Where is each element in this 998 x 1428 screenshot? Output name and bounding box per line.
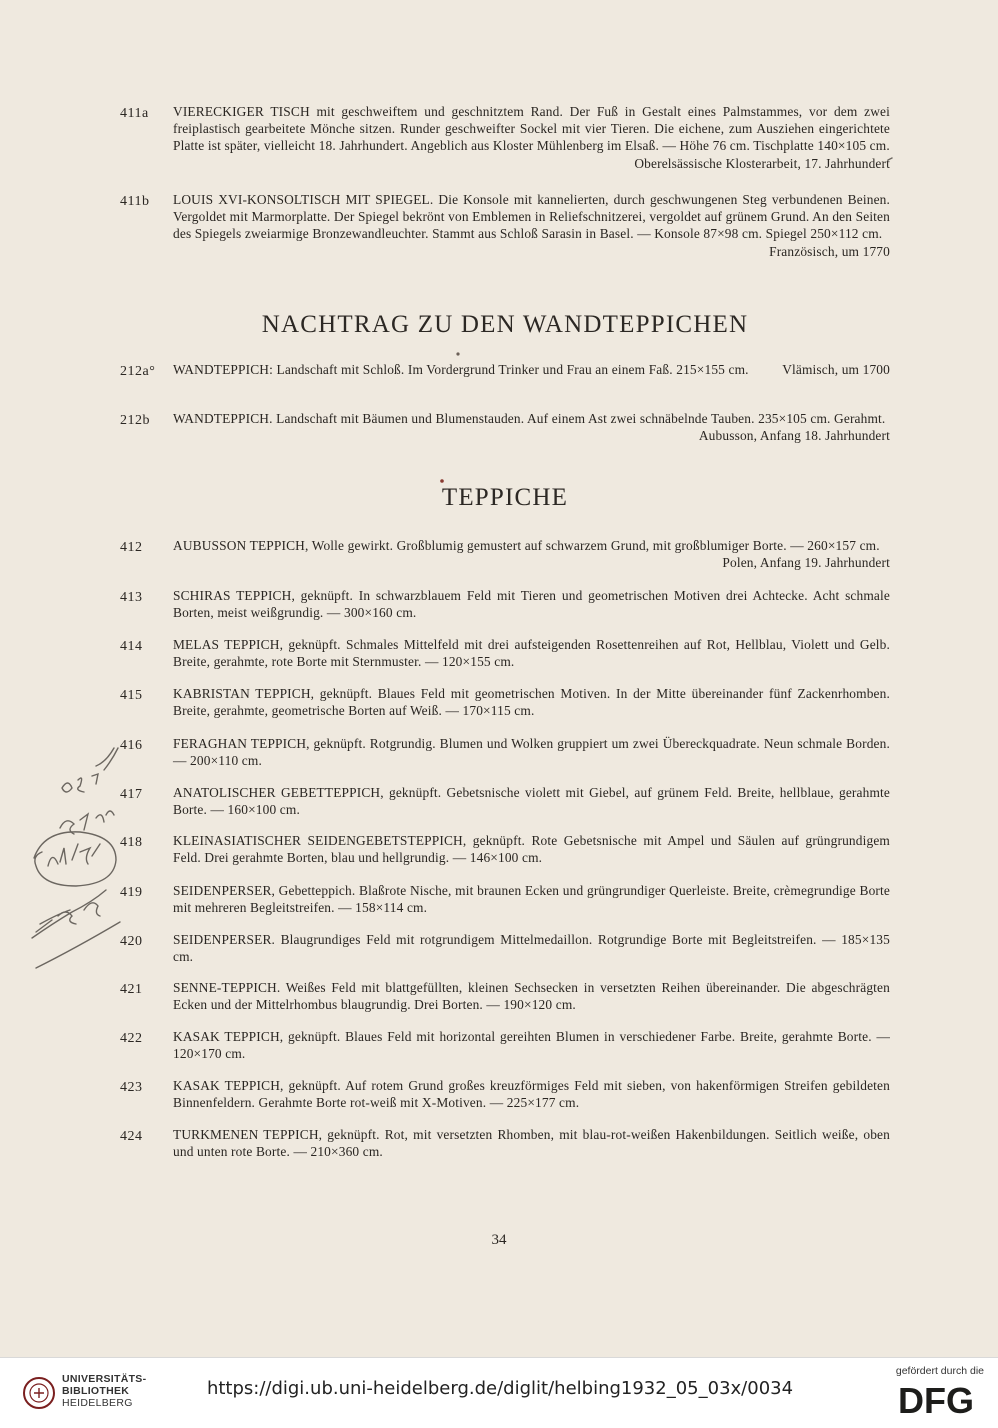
- dfg-logo-text: DFG: [898, 1382, 974, 1418]
- entry-number: 413: [120, 590, 143, 605]
- entry-number: 212b: [120, 413, 150, 428]
- entry-number: 419: [120, 885, 143, 900]
- catalog-entry-415: [120, 685, 890, 719]
- entry-number: 212a°: [120, 364, 156, 379]
- catalog-entry-413: [120, 587, 890, 621]
- page-number: 34: [491, 1232, 507, 1248]
- entry-text: SEIDENPERSER. Blaugrundiges Feld mit rotgrundigem Mittelmedaillon. Rotgrundige Borte mit Begleitstreifen. — 185×135 cm.: [173, 932, 890, 965]
- entry-text: WANDTEPPICH: Landschaft mit Schloß. Im Vordergrund Trinker und Frau an einem Faß. 215×155 cm.: [173, 362, 749, 377]
- institution-line: HEIDELBERG: [62, 1397, 133, 1409]
- catalog-entry-411b: [120, 191, 890, 260]
- entry-text: LOUIS XVI-KONSOLTISCH MIT SPIEGEL. Die Konsole mit kannelierten, durch geschwungenen Steg verbundenen Beinen. Vergoldet mit Marmorplatte. Der Spiegel bekrönt von Emblemen in Reliefschnitzerei, vergoldet auf grünem Grund. An den Seiten des Spiegels zweiarmige Bronzewandleuchter. Stammt aus Schloß Sarasin in Basel. — Konsole 87×98 cm. Spiegel 250×112 cm.: [173, 192, 890, 242]
- section-heading-wandteppiche: NACHTRAG ZU DEN WANDTEPPICHEN: [261, 311, 749, 338]
- entry-origin: Französisch, um 1770: [769, 243, 890, 259]
- catalog-entry-212b: [120, 410, 890, 444]
- entry-text: KASAK TEPPICH, geknüpft. Blaues Feld mit horizontal gereihten Blumen in verschiedener Farbe. Breite, gerahmte Borte. — 120×170 cm.: [173, 1029, 890, 1062]
- entry-text: MELAS TEPPICH, geknüpft. Schmales Mittelfeld mit drei aufsteigenden Rosettenreihen auf Rot, Hellblau, Violett und Gelb. Breite, gerahmte, rote Borte mit Sternmuster. — 120×155 cm.: [173, 637, 890, 670]
- entry-text: KASAK TEPPICH, geknüpft. Auf rotem Grund großes kreuzförmiges Feld mit sieben, von hakenförmigen Streifen gebildeten Binnenfeldern. Gerahmte Borte rot-weiß mit X-Motiven. — 225×177 cm.: [173, 1078, 890, 1111]
- catalog-entry-417: [120, 784, 890, 818]
- document-url-link[interactable]: https://digi.ub.uni-heidelberg.de/diglit/helbing1932_05_03x/0034: [206, 1378, 794, 1399]
- entry-number: 415: [120, 688, 143, 703]
- catalog-entry-416: [120, 735, 890, 769]
- entry-origin: Oberelsässische Klosterarbeit, 17. Jahrhundert: [634, 155, 890, 171]
- dfg-logo: [890, 1382, 982, 1418]
- entry-text: TURKMENEN TEPPICH, geknüpft. Rot, mit versetzten Rhomben, mit blau-rot-weißen Hakenbildungen. Seitlich weiße, oben und unten rote Borte. — 210×360 cm.: [173, 1127, 890, 1160]
- entry-number: 412: [120, 540, 143, 555]
- entry-text: AUBUSSON TEPPICH, Wolle gewirkt. Großblumig gemustert auf schwarzem Grund, mit großblumiger Borte. — 260×157 cm.: [173, 538, 880, 553]
- institution-name: [62, 1373, 146, 1409]
- entry-number: 414: [120, 639, 143, 654]
- entry-text: SCHIRAS TEPPICH, geknüpft. In schwarzblauem Feld mit Tieren und geometrischen Motiven drei Achtecke. Acht schmale Borten, meist weißgrundig. — 300×160 cm.: [173, 588, 890, 621]
- institution-line: BIBLIOTHEK: [62, 1385, 130, 1397]
- entry-number: 417: [120, 787, 143, 802]
- entry-origin: Aubusson, Anfang 18. Jahrhundert: [698, 428, 890, 444]
- entry-number: 424: [120, 1129, 143, 1144]
- catalog-entry-212a: [120, 361, 890, 378]
- entry-text: FERAGHAN TEPPICH, geknüpft. Rotgrundig. Blumen und Wolken gruppiert um zwei Übereckquadrate. Neun schmale Borden. — 200×110 cm.: [173, 736, 890, 769]
- viewer-footer: [0, 1357, 998, 1428]
- section-heading-teppiche: TEPPICHE: [441, 484, 569, 511]
- university-seal-icon: [22, 1376, 56, 1410]
- funding-note: gefördert durch die: [895, 1365, 984, 1377]
- entry-text: SEIDENPERSER, Gebetteppich. Blaßrote Nische, mit braunen Ecken und grüngrundiger Querleiste. Breite, crèmegrundige Borte mit mehreren Begleitstreifen. — 158×114 cm.: [173, 883, 890, 916]
- entry-text: ANATOLISCHER GEBETTEPPICH, geknüpft. Gebetsnische violett mit Giebel, auf grünem Feld. Breite, hellblaue, gerahmte Borte. — 160×100 cm.: [173, 785, 890, 818]
- entry-text: WANDTEPPICH. Landschaft mit Bäumen und Blumenstauden. Auf einem Ast zwei schnäbelnde Tauben. 235×105 cm. Gerahmt.: [173, 411, 886, 426]
- catalog-entry-424: [120, 1126, 890, 1160]
- catalog-entry-412: [120, 537, 890, 571]
- catalog-entry-411a: [120, 103, 890, 172]
- entry-text: KLEINASIATISCHER SEIDENGEBETSTEPPICH, geknüpft. Rote Gebetsnische mit Ampel und Säulen auf grüngrundigem Feld. Drei gerahmte Borten, blau und hellgrundig. — 146×100 cm.: [173, 833, 890, 866]
- entry-text: VIERECKIGER TISCH mit geschweiftem und geschnitztem Rand. Der Fuß in Gestalt eines Palmstammes, vor dem zwei freiplastisch gearbeitete Mönche sitzen. Runder geschweifter Sockel mit vier Tieren. Die eichene, zum Ausziehen eingerichtete Platte ist später, vielleicht 18. Jahrhundert. Angeblich aus Kloster Mühlenberg im Elsaß. — Höhe 76 cm. Tischplatte 140×105 cm.: [173, 104, 890, 154]
- entry-text: SENNE-TEPPICH. Weißes Feld mit blattgefüllten, kleinen Sechsecken in versetzten Reihen übereinander. Die abgeschrägten Ecken und der Mittelrhombus blaugrundig. Drei Borten. — 190×120 cm.: [173, 980, 890, 1013]
- catalog-entry-419: [120, 882, 890, 916]
- catalog-entry-423: [120, 1077, 890, 1111]
- entry-number: 423: [120, 1080, 143, 1095]
- entry-origin: Polen, Anfang 19. Jahrhundert: [722, 555, 890, 571]
- entry-number: 411b: [120, 194, 150, 209]
- catalog-entry-418: [120, 832, 890, 866]
- entry-number: 418: [120, 835, 143, 850]
- catalog-entry-420: [120, 931, 890, 965]
- entry-number: 421: [120, 982, 143, 997]
- catalog-entry-422: [120, 1028, 890, 1062]
- institution-line: UNIVERSITÄTS-: [62, 1373, 147, 1385]
- entry-number: 422: [120, 1031, 143, 1046]
- entry-text: KABRISTAN TEPPICH, geknüpft. Blaues Feld mit geometrischen Motiven. In der Mitte übereinander fünf Zackenrhomben. Breite, gerahmte, geometrische Borten auf Weiß. — 170×115 cm.: [173, 686, 890, 719]
- entry-origin: Vlämisch, um 1700: [782, 362, 890, 377]
- catalog-entry-421: [120, 979, 890, 1013]
- catalog-entry-414: [120, 636, 890, 670]
- entry-number: 411a: [120, 106, 149, 121]
- entry-number: 416: [120, 738, 143, 753]
- entry-number: 420: [120, 934, 143, 949]
